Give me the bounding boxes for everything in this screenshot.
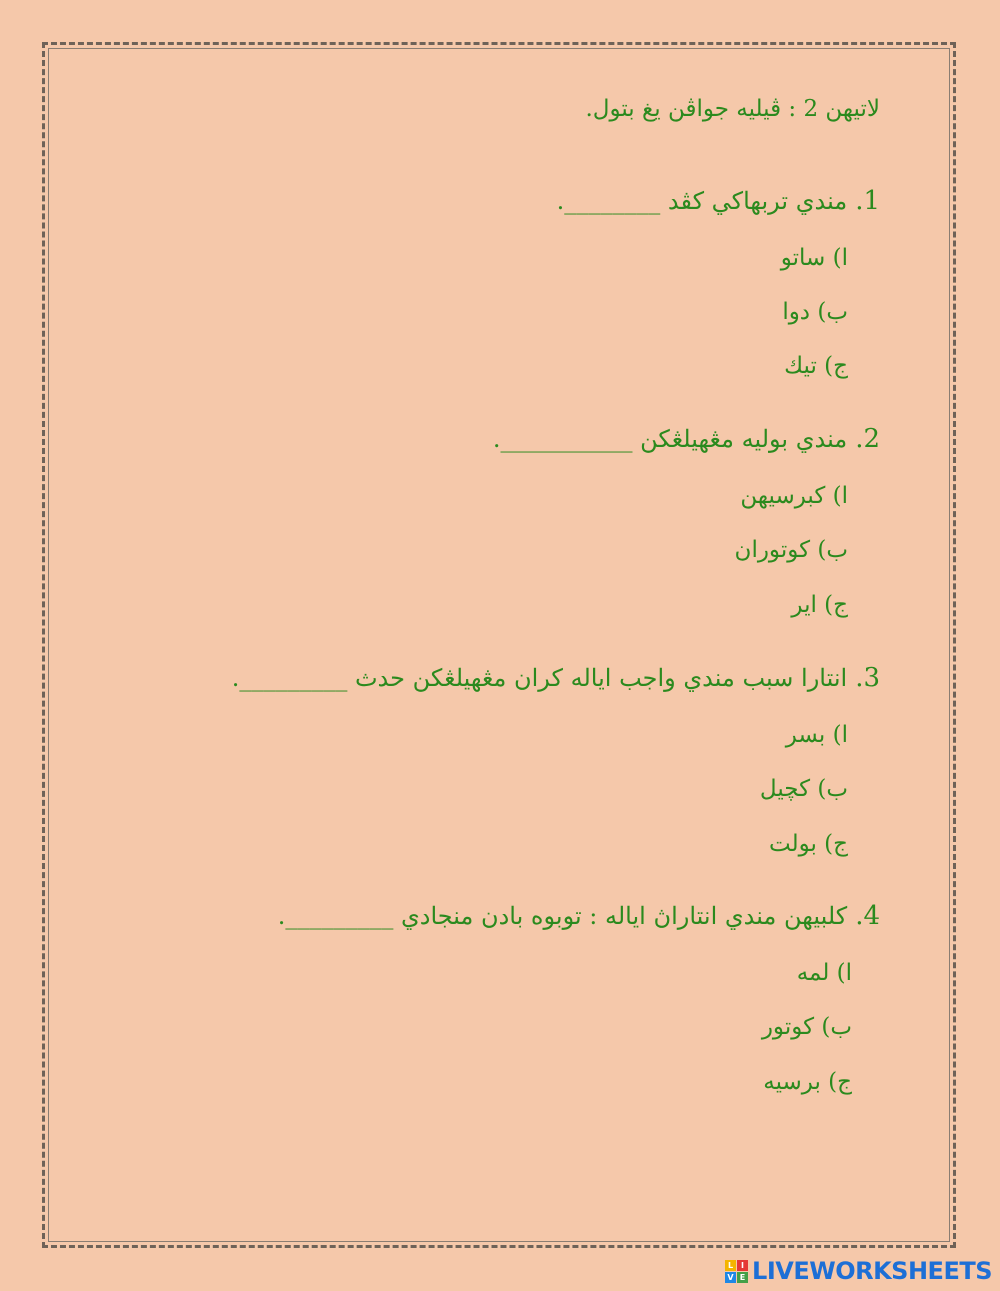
question-4 (278, 901, 880, 931)
question-3 (232, 663, 880, 693)
option-a[interactable]: ا) ساتو (780, 245, 848, 271)
question-number: 2. (855, 424, 880, 454)
question-2 (493, 424, 880, 454)
option-c[interactable]: ج) تيك (784, 353, 848, 379)
option-b[interactable]: ب) دوا (782, 299, 848, 325)
option-b[interactable]: ب) کوتور (761, 1014, 852, 1040)
option-c[interactable]: ج) برسيه (763, 1069, 852, 1095)
option-b[interactable]: ب) کچيل (759, 776, 848, 802)
option-c[interactable]: ج) اير (791, 592, 848, 618)
page-border (42, 42, 956, 1248)
question-number: 4. (855, 901, 880, 931)
logo-blocks-icon: L I V E (725, 1260, 748, 1283)
question-text: مندي تربهاکي کڤد ________. (556, 187, 848, 215)
option-a[interactable]: ا) کبرسيهن (740, 483, 848, 509)
question-1 (557, 186, 880, 216)
logo-text: LIVEWORKSHEETS (752, 1257, 992, 1285)
question-text: کلبيهن مندي انتاراڽ اياله : توبوه بادن منجادي _________. (277, 902, 848, 930)
liveworksheets-logo (725, 1257, 992, 1285)
option-a[interactable]: ا) لمه (796, 960, 852, 986)
option-a[interactable]: ا) بسر (785, 722, 848, 748)
question-number: 1. (855, 186, 880, 216)
question-number: 3. (855, 663, 880, 693)
option-c[interactable]: ج) بولت (768, 831, 848, 857)
exercise-instruction: لاتيهن 2 : ڤيليه جواڤن يغ بتول. (585, 96, 880, 122)
question-text: انتارا سبب مندي واجب اياله کران مڠهيلڠکن حدث _________. (231, 664, 848, 692)
option-b[interactable]: ب) کوتوران (734, 537, 848, 563)
question-text: مندي بوليه مڠهيلڠکن ___________. (492, 425, 848, 453)
